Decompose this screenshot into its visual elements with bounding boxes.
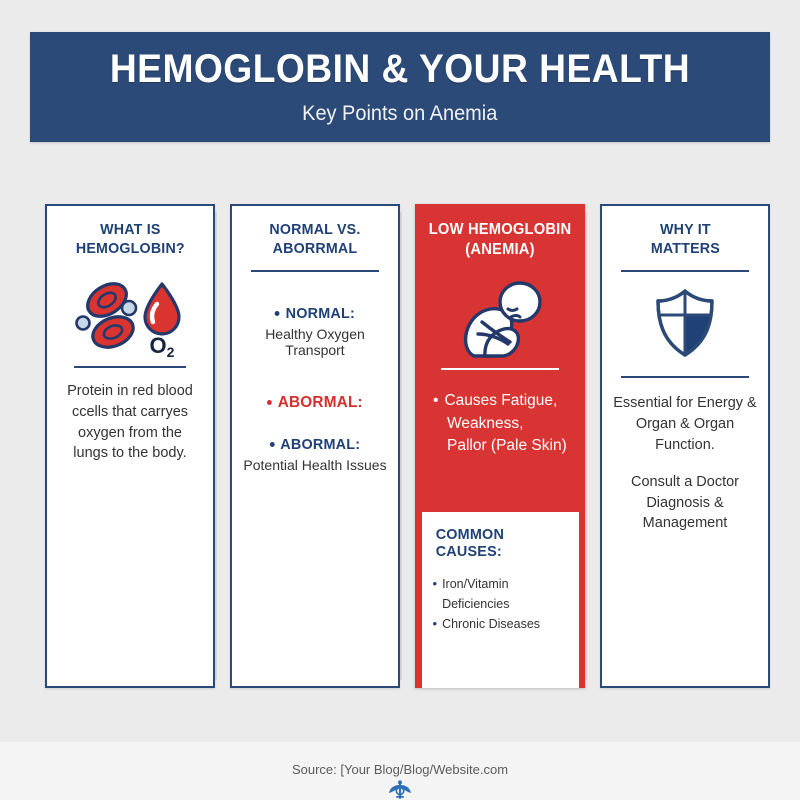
card-why-it-matters[interactable] — [600, 204, 770, 688]
cause-item-2: • Chronic Diseases — [433, 614, 568, 634]
card4-rule-top — [621, 270, 749, 272]
why-it-matters-body-2: Consult a Doctor Diagnosis & Management — [631, 474, 739, 532]
card-title-what-is-hemoglobin — [76, 220, 185, 258]
card4-title-line2: MATTERS — [650, 240, 720, 258]
cards-container — [0, 204, 800, 688]
list-item-abnormal-red — [241, 394, 389, 412]
abnormal-label-red: ABORMAL: — [244, 394, 386, 412]
symptom-line-1: • Causes Fatigue, — [433, 390, 577, 412]
card4-title-line1: WHY IT — [659, 221, 711, 238]
common-causes-card — [422, 512, 579, 688]
anemia-symptoms-list — [423, 390, 577, 457]
card2-title-line2: ABORRMAL — [272, 240, 358, 258]
card-normal-vs-abnormal[interactable] — [230, 204, 400, 688]
card-title-line2: HEMOGLOBIN? — [75, 240, 185, 258]
normal-label: NORMAL: — [244, 305, 386, 322]
card3-rule — [441, 368, 559, 370]
bullet-mark-icon-1: • — [432, 576, 438, 591]
fatigued-person-icon — [452, 276, 548, 362]
list-item-abnormal — [241, 436, 389, 473]
bullet-dot-red-icon — [267, 400, 272, 405]
card-title-normal-vs-abnormal — [269, 220, 360, 258]
card-what-is-hemoglobin[interactable] — [45, 204, 215, 688]
card2-title-line1: NORMAL VS. — [269, 221, 361, 238]
shield-icon — [654, 288, 716, 358]
normal-desc: Healthy Oxygen Transport — [265, 326, 365, 359]
cause-item-1: • Iron/Vitamin Deficiencies — [433, 574, 568, 614]
card1-rule — [74, 366, 186, 368]
o2-label: O2 — [149, 333, 175, 359]
abnormal-desc: Potential Health Issues — [243, 457, 387, 474]
bullet-mark-icon-2: • — [432, 616, 438, 631]
column-divider-1 — [215, 212, 217, 680]
symptom-line-3: Pallor (Pale Skin) — [447, 437, 567, 455]
list-item-normal — [241, 305, 389, 358]
common-causes-title: COMMON CAUSES: — [435, 526, 504, 560]
card1-body: Protein in red blood ccells that carryes oxygen from the lungs to the body. — [67, 383, 193, 462]
red-blood-cells-icon — [66, 276, 194, 358]
bullet-dot-icon — [275, 311, 280, 316]
card-title-line1: WHAT IS — [99, 221, 161, 238]
source-text: Source: [Your Blog/Blog/Website.com — [291, 762, 509, 777]
header-banner — [30, 32, 770, 142]
column-divider-3 — [585, 212, 587, 680]
why-it-matters-body-1: Essential for Energy & Organ & Organ Function. — [613, 395, 757, 453]
bullet-mark-icon: • — [433, 392, 439, 410]
abnormal-label: ABORMAL: — [244, 436, 386, 453]
symptom-line-2: Weakness, — [447, 414, 524, 432]
card-title-low-hemoglobin — [429, 220, 572, 260]
page-subtitle: Key Points on Anemia — [302, 101, 498, 125]
page-title: HEMOGLOBIN & YOUR HEALTH — [109, 46, 691, 91]
card3-title-line1: LOW HEMOGLOBIN — [428, 221, 572, 238]
card3-title-line2: (ANEMIA) — [465, 241, 535, 259]
card-title-why-it-matters — [650, 220, 719, 258]
card4-rule-bottom — [621, 376, 749, 378]
card-low-hemoglobin-anemia[interactable] — [415, 204, 585, 688]
bullet-dot-icon-2 — [270, 442, 275, 447]
column-divider-2 — [400, 212, 402, 680]
caduceus-icon — [0, 780, 800, 800]
card2-rule — [251, 270, 379, 272]
